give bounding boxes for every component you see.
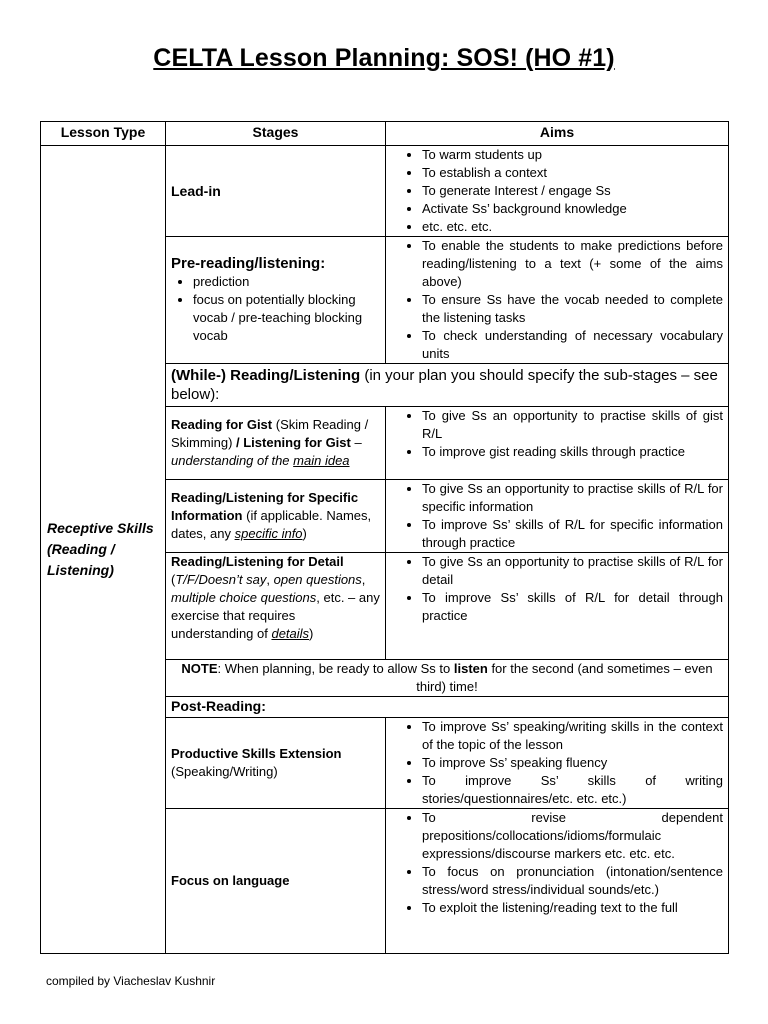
post-reading-title: Post-Reading: — [171, 698, 266, 714]
aims-cell — [386, 718, 729, 809]
note-label: NOTE — [181, 661, 218, 676]
header-stages: Stages — [166, 122, 386, 146]
detail-comma2: , — [361, 572, 366, 587]
language-title: Focus on language — [171, 873, 290, 888]
gist-understanding: understanding of the — [171, 453, 294, 468]
list-item: • To exploit the listening/reading text to the full — [422, 899, 723, 917]
list-item: • To warm students up — [422, 146, 723, 164]
productive-title: Productive Skills Extension — [171, 746, 342, 761]
while-reading-note: (in your plan you should specify the sub-stages – see below): — [171, 367, 718, 403]
list-item: • To improve Ss’ skills of writing stories/questionnaires/etc. etc. etc.) — [422, 772, 723, 808]
list-item: • To check understanding of necessary vocabulary units — [422, 327, 723, 363]
detail-details: details — [271, 626, 310, 641]
aims-cell — [386, 237, 729, 364]
stage-lead-in: Lead-in — [171, 182, 221, 199]
list-item: • To improve Ss’ speaking/writing skills in the context of the topic of the lesson — [422, 718, 723, 754]
stage-cell — [166, 480, 386, 553]
specific-close: ) — [302, 526, 307, 541]
gist-main-idea: main idea — [293, 453, 350, 468]
gist-title: Reading for Gist — [171, 417, 273, 432]
list-item: • prediction — [193, 273, 380, 291]
list-item: • To improve Ss’ skills of R/L for detail through practice — [422, 589, 723, 625]
detail-tf: T/F/Doesn’t say — [175, 572, 267, 587]
footer-credit: compiled by Viacheslav Kushnir — [46, 974, 216, 988]
list-item: • To revise dependent prepositions/collocations/idioms/formulaic expressions/discourse markers etc. etc. etc. — [422, 809, 723, 863]
list-item: • To give Ss an opportunity to practise skills of gist R/L — [422, 407, 723, 443]
productive-sub: (Speaking/Writing) — [171, 764, 278, 779]
note-text: : When planning, be ready to allow Ss to — [217, 661, 454, 676]
list-item: • To establish a context — [422, 164, 723, 182]
lesson-plan-table — [40, 121, 729, 954]
gist-text: (Skim Reading / Skimming) — [171, 417, 369, 450]
aims-cell — [386, 407, 729, 480]
list-item: • To improve gist reading skills through practice — [422, 443, 723, 461]
stage-cell — [166, 718, 386, 809]
list-item: • Activate Ss’ background knowledge — [422, 200, 723, 218]
aims-cell — [386, 146, 729, 237]
detail-comma1: , — [266, 572, 274, 587]
aims-cell — [386, 553, 729, 660]
list-item: • To focus on pronunciation (intonation/sentence stress/word stress/individual sounds/etc.) — [422, 863, 723, 899]
list-item: • To give Ss an opportunity to practise skills of R/L for specific information — [422, 480, 723, 516]
stage-cell — [166, 553, 386, 660]
aims-cell — [386, 809, 729, 954]
stage-cell — [166, 237, 386, 364]
gist-dash: – — [350, 435, 362, 450]
specific-info: specific info — [234, 526, 303, 541]
list-item: • To give Ss an opportunity to practise skills of R/L for detail — [422, 553, 723, 589]
list-item: • To improve Ss’ skills of R/L for specific information through practice — [422, 516, 723, 552]
detail-open: ( — [171, 572, 176, 587]
while-reading-title: (While-) Reading/Listening — [171, 367, 361, 384]
header-aims: Aims — [386, 122, 729, 146]
gist-listening: / Listening for Gist — [236, 435, 351, 450]
detail-close: ) — [309, 626, 314, 641]
detail-open-questions: open questions — [273, 572, 362, 587]
list-item: • etc. etc. etc. — [422, 218, 723, 236]
aims-cell — [386, 480, 729, 553]
table-row — [41, 146, 729, 237]
while-reading-cell — [166, 364, 729, 407]
stage-pre-reading: Pre-reading/listening: — [171, 255, 326, 272]
stage-cell — [166, 407, 386, 480]
specific-title: Reading/Listening for Specific Information — [171, 490, 359, 523]
detail-title: Reading/Listening for Detail — [171, 554, 344, 569]
list-item: • focus on potentially blocking vocab / pre-teaching blocking vocab — [193, 291, 380, 345]
stage-cell — [166, 809, 386, 954]
list-item: • To generate Interest / engage Ss — [422, 182, 723, 200]
list-item: • To improve Ss’ speaking fluency — [422, 754, 723, 772]
list-item: • To ensure Ss have the vocab needed to complete the listening tasks — [422, 291, 723, 327]
detail-etc: , etc. – any exercise that requires understanding of — [171, 590, 380, 641]
lesson-type-cell — [41, 146, 166, 954]
stage-cell — [166, 146, 386, 237]
note-text-end: for the second (and sometimes – even third) time! — [416, 661, 713, 694]
header-row — [41, 122, 729, 146]
lesson-type-label: Receptive Skills (Reading / Listening) — [47, 520, 154, 578]
specific-text: (if applicable. Names, dates, any — [171, 508, 372, 541]
note-cell — [166, 660, 729, 697]
list-item: • To enable the students to make predictions before reading/listening to a text (+ some of the aims above) — [422, 237, 723, 291]
note-listen: listen — [453, 661, 488, 676]
page-title: CELTA Lesson Planning: SOS! (HO #1) — [153, 44, 615, 72]
detail-mcq: multiple choice questions — [171, 590, 317, 605]
post-reading-cell — [166, 697, 729, 718]
header-lesson-type: Lesson Type — [41, 122, 166, 146]
